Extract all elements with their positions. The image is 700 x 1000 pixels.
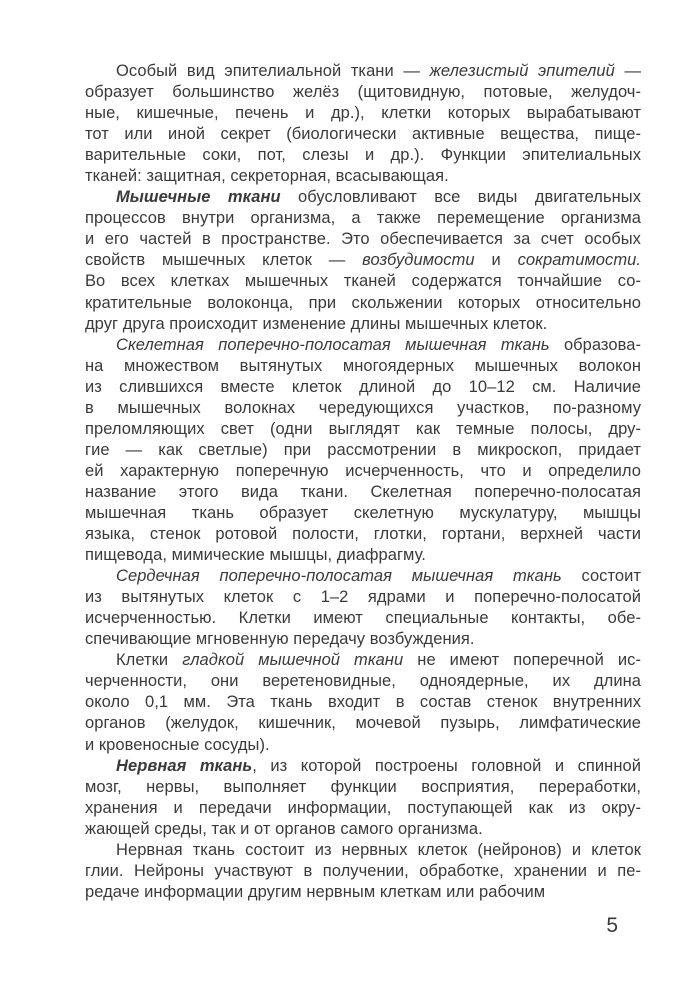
text-line-p3-l5: преломляющих свет (одни выглядят как темные полосы, дру- (85, 419, 641, 438)
text-line-p3-l9: мышечная ткань образует скелетную мускулатуру, мышцы (85, 503, 641, 522)
text-line-p2-l4: свойств мышечных клеток — возбудимости и сократимости. (85, 251, 641, 270)
text-line-p3-l11: пищевода, мимические мышцы, диафрагму. (85, 546, 426, 565)
text-line-p3-l6: гие — как светлые) при рассмотрении в микроскоп, придает (85, 440, 641, 459)
text-line-p4-l2: из вытянутых клеток с 1–2 ядрами и поперечно-полосатой (85, 588, 641, 607)
text-line-p6-l1: Нервная ткань, из которой построены головной и спинной (116, 756, 641, 775)
text-line-p4-l4: спечивающие мгновенную передачу возбуждения. (85, 630, 475, 649)
text-line-p2-l6: кратительные волоконца, при скольжении которых относительно (85, 293, 641, 312)
text-line-p1-l2: образует большинство желёз (щитовидную, потовые, желудоч- (85, 83, 641, 102)
text-line-p7-l3: редаче информации другим нервным клеткам или рабочим (85, 882, 546, 901)
text-line-p2-l7: друг друга происходит изменение длины мышечных клеток. (85, 314, 548, 333)
text-line-p3-l10: языка, стенок ротовой полости, глотки, гортани, верхней части (85, 525, 641, 544)
text-line-p2-l3: и его частей в пространстве. Это обеспечивается за счет особых (85, 230, 641, 249)
text-line-p3-l4: в мышечных волокнах чередующихся участков, по-разному (85, 398, 641, 417)
text-line-p3-l3: из слившихся вместе клеток длиной до 10–12 см. Наличие (85, 377, 641, 396)
text-line-p3-l7: ей характерную поперечную исчерченность, что и определило (85, 461, 641, 480)
text-line-p3-l2: на множеством вытянутых многоядерных мышечных волокон (85, 356, 641, 375)
text-line-p1-l3: ные, кишечные, печень и др.), клетки которых вырабатывают (85, 104, 641, 123)
text-line-p4-l1: Сердечная поперечно-полосатая мышечная ткань состоит (116, 567, 641, 586)
text-line-p5-l3: около 0,1 мм. Эта ткань входит в состав стенок внутренних (85, 693, 641, 712)
text-line-p1-l5: варительные соки, пот, слезы и др.). Функции эпителиальных (85, 146, 641, 165)
text-line-p5-l1: Клетки гладкой мышечной ткани не имеют поперечной ис- (116, 651, 642, 670)
text-line-p6-l3: хранения и передачи информации, поступающей как из окру- (85, 798, 641, 817)
text-line-p6-l4: жающей среды, так и от органов самого организма. (85, 819, 483, 838)
text-line-p4-l3: исчерченностью. Клетки имеют специальные контакты, обе- (85, 609, 641, 628)
text-line-p6-l2: мозг, нервы, выполняет функции восприятия, переработки, (85, 777, 641, 796)
text-line-p1-l6: тканей: защитная, секреторная, всасывающая. (85, 167, 449, 186)
text-line-p7-l1: Нервная ткань состоит из нервных клеток (нейронов) и клеток (116, 840, 641, 859)
text-line-p2-l5: Во всех клетках мышечных тканей содержатся тончайшие со- (85, 272, 641, 291)
text-line-p1-l4: тот или иной секрет (биологически активные вещества, пище- (85, 125, 641, 144)
text-line-p1-l1: Особый вид эпителиальной ткани — железистый эпителий — (116, 62, 642, 80)
text-line-p2-l2: процессов внутри организма, а также перемещение организма (85, 209, 641, 228)
text-line-p2-l1: Мышечные ткани обусловливают все виды двигательных (116, 188, 641, 207)
page-number: 5 (606, 914, 618, 937)
text-line-p3-l8: название этого вида ткани. Скелетная поперечно-полосатая (85, 482, 641, 501)
text-line-p3-l1: Скелетная поперечно-полосатая мышечная ткань образова- (116, 335, 641, 354)
text-line-p5-l2: черченности, они веретеновидные, одноядерные, их длина (85, 672, 641, 691)
text-line-p5-l5: и кровеносные сосуды). (85, 735, 270, 754)
text-line-p7-l2: глии. Нейроны участвуют в получении, обработке, хранении и пе- (85, 861, 641, 880)
text-line-p5-l4: органов (желудок, кишечник, мочевой пузырь, лимфатические (85, 714, 641, 733)
text-block (85, 61, 641, 903)
